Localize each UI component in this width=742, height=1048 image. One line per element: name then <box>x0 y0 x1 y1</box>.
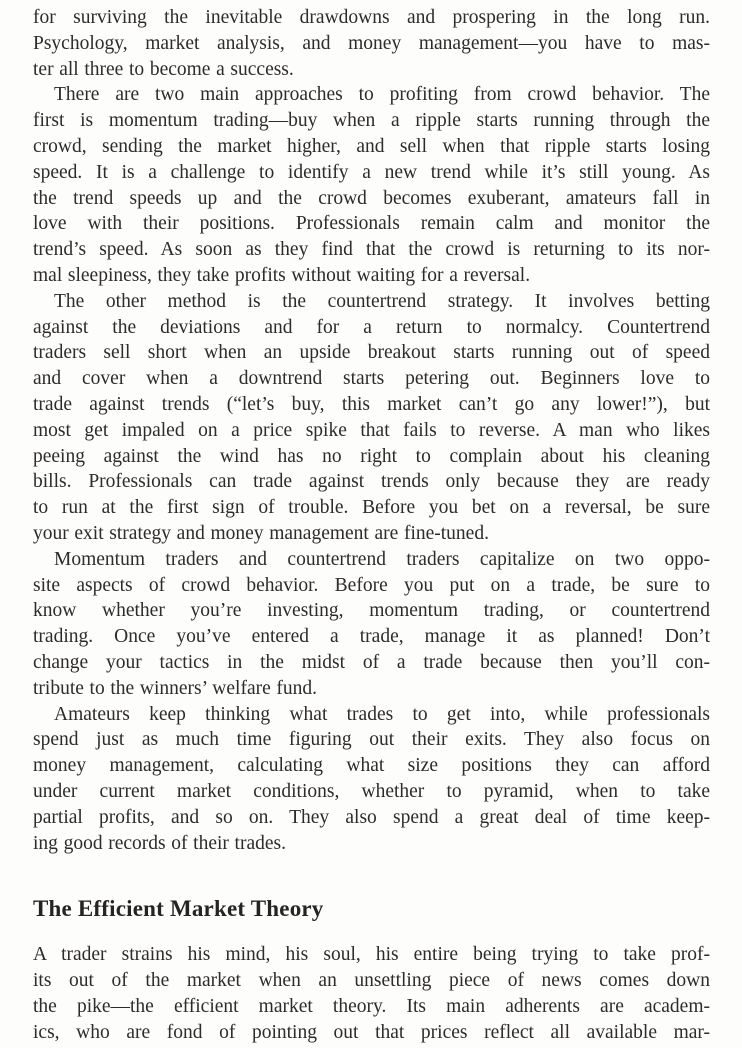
paragraph <box>33 547 710 702</box>
text-line: tribute to the winners’ welfare fund. <box>33 677 318 699</box>
text-line: traders sell short when an upside breakout starts running out of speed <box>33 342 710 364</box>
text-line: Amateurs keep thinking what trades to get into, while professionals <box>54 703 710 725</box>
section-heading: The Efficient Market Theory <box>33 896 324 922</box>
text-line: site aspects of crowd behavior. Before you put on a trade, be sure to <box>33 574 710 596</box>
paragraph <box>33 942 710 1045</box>
text-line: most get impaled on a price spike that fails to reverse. A man who likes <box>33 419 710 441</box>
text-line: The other method is the countertrend strategy. It involves betting <box>54 290 710 312</box>
text-line: There are two main approaches to profiting from crowd behavior. The <box>54 84 710 106</box>
text-line: A trader strains his mind, his soul, his entire being trying to take prof- <box>33 944 710 966</box>
text-line: spend just as much time figuring out their exits. They also focus on <box>33 729 710 751</box>
text-line: crowd, sending the market higher, and sell when that ripple starts losing <box>33 135 710 157</box>
text-line: trade against trends (“let’s buy, this market can’t go any lower!”), but <box>33 393 710 415</box>
text-line: trading. Once you’ve entered a trade, manage it as planned! Don’t <box>33 626 710 648</box>
text-line: ing good records of their trades. <box>33 832 286 854</box>
text-line: Psychology, market analysis, and money management—you have to mas- <box>33 32 710 54</box>
paragraph <box>33 702 710 857</box>
text-line: partial profits, and so on. They also spend a great deal of time keep- <box>33 806 710 828</box>
text-line: trend’s speed. As soon as they find that the crowd is returning to its nor- <box>33 239 710 261</box>
paragraph <box>33 82 710 288</box>
text-line: first is momentum trading—buy when a ripple starts running through the <box>33 110 710 132</box>
text-line: bills. Professionals can trade against trends only because they are ready <box>33 471 710 493</box>
text-line: peeing against the wind has no right to complain about his cleaning <box>33 445 710 467</box>
text-line: mal sleepiness, they take profits without waiting for a reversal. <box>33 264 531 286</box>
text-line: love with their positions. Professionals remain calm and monitor the <box>33 213 710 235</box>
text-line: its out of the market when an unsettling piece of news comes down <box>33 970 710 992</box>
text-line: for surviving the inevitable drawdowns and prospering in the long run. <box>33 7 710 28</box>
text-line: the pike—the efficient market theory. Its main adherents are academ- <box>33 995 710 1017</box>
text-line: your exit strategy and money management are fine-tuned. <box>33 522 489 544</box>
text-line: under current market conditions, whether to pyramid, when to take <box>33 780 710 802</box>
paragraph <box>33 289 710 547</box>
text-line: know whether you’re investing, momentum trading, or countertrend <box>33 600 710 622</box>
text-line: money management, calculating what size positions they can afford <box>33 755 710 777</box>
paragraph <box>33 5 710 82</box>
text-line: speed. It is a challenge to identify a new trend while it’s still young. As <box>33 161 710 183</box>
text-line: against the deviations and for a return to normalcy. Countertrend <box>33 316 710 338</box>
text-line: ter all three to become a success. <box>33 58 294 80</box>
text-line: Momentum traders and countertrend traders capitalize on two oppo- <box>54 548 710 570</box>
text-line: change your tactics in the midst of a trade because then you’ll con- <box>33 651 710 673</box>
text-line: the trend speeds up and the crowd becomes exuberant, amateurs fall in <box>33 187 710 209</box>
text-line: and cover when a downtrend starts petering out. Beginners love to <box>33 368 710 390</box>
text-line: to run at the first sign of trouble. Before you bet on a reversal, be sure <box>33 497 710 519</box>
text-line: ics, who are fond of pointing out that prices reflect all available mar- <box>33 1021 710 1043</box>
text-column <box>33 5 710 1045</box>
